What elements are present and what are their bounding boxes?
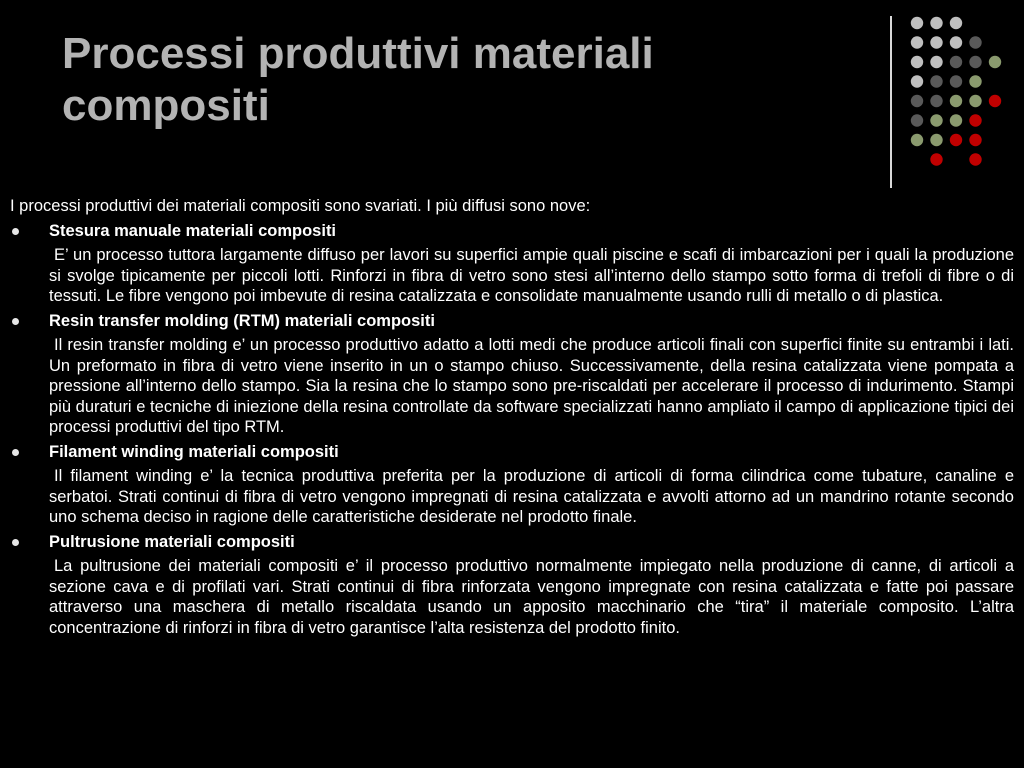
bullet-heading-text: Stesura manuale materiali compositi	[49, 221, 337, 240]
decorative-dot	[950, 134, 962, 146]
decorative-dot	[969, 95, 981, 107]
bullet-heading	[10, 442, 1014, 463]
bullet-heading	[10, 532, 1014, 553]
bullet-item	[10, 311, 1014, 438]
bullet-dot-icon	[12, 449, 19, 456]
decorative-dot	[950, 95, 962, 107]
decorative-dot	[911, 95, 923, 107]
decorative-dot	[969, 134, 981, 146]
bullet-heading	[10, 311, 1014, 332]
bullet-heading-text: Resin transfer molding (RTM) materiali compositi	[49, 311, 435, 330]
bullet-heading-text: Pultrusione materiali compositi	[49, 532, 295, 551]
slide-title: Processi produttivi materiali compositi	[62, 29, 654, 130]
bullet-heading	[10, 221, 1014, 242]
slide-body	[10, 196, 1014, 642]
decorative-dot	[930, 56, 942, 68]
decorative-dot	[930, 75, 942, 87]
intro-text: I processi produttivi dei materiali compositi sono svariati. I più diffusi sono nove:	[10, 197, 591, 215]
decorative-dot	[950, 75, 962, 87]
decorative-dot	[989, 95, 1001, 107]
bullet-description: La pultrusione dei materiali compositi e’ il processo produttivo normalmente impiegato nella produzione di canne, di articoli a sezione cava e di profilati vari. Strati continui di fibra rinforzata vengono impregnate con resina catalizzata e fatte poi passare attraverso una maschera di metallo riscaldata usando un apposito macchinario che “tira” il materiale composito. L’altra concentrazione di rinforzi in fibra di vetro garantisce l’alta resistenza del prodotto finito.	[49, 557, 1014, 637]
decorative-dot	[911, 75, 923, 87]
decorative-dot	[930, 134, 942, 146]
decorative-dot	[930, 17, 942, 29]
decorative-dot	[911, 114, 923, 126]
decorative-dot	[930, 153, 942, 165]
decorative-dot	[911, 134, 923, 146]
bullet-description: E’ un processo tuttora largamente diffuso per lavori su superfici ampie quali piscine e scafi di imbarcazioni per i quali la produzione si svolge tipicamente per piccoli lotti. Rinforzi in fibra di vetro sono stesi all’interno dello stampo sotto forma di trefoli di fibre o di tessuti. Le fibre vengono poi imbevute di resina catalizzata e consolidate manualmente usando rulli di metallo o di plastica.	[49, 246, 1014, 305]
decorative-dot	[950, 17, 962, 29]
bullet-heading-text: Filament winding materiali compositi	[49, 442, 339, 461]
bullet-item	[10, 442, 1014, 528]
decorative-dot	[911, 17, 923, 29]
bullet-item	[10, 532, 1014, 639]
decorative-dot	[930, 114, 942, 126]
decorative-dot	[911, 56, 923, 68]
decorative-dot	[969, 36, 981, 48]
decorative-dot	[969, 153, 981, 165]
decorative-dot	[950, 36, 962, 48]
decorative-dot	[989, 56, 1001, 68]
decorative-dot	[969, 75, 981, 87]
decorative-dot	[950, 56, 962, 68]
decorative-dot-grid	[910, 16, 1010, 166]
decorative-dot	[950, 114, 962, 126]
bullet-description: Il resin transfer molding e’ un processo produttivo adatto a lotti medi che produce articoli finali con superfici finite su entrambi i lati. Un preformato in fibra di vetro viene inserito in un o stampo chiuso. Successivamente, della resina catalizzata viene pompata a pressione all’interno dello stampo. Sia la resina che lo stampo sono pre-riscaldati per accelerare il processo di indurimento. Stampi più duraturi e tecniche di iniezione della resina controllate da software specializzati hanno ampliato il campo di applicazione tipici dei processi produttivi del tipo RTM.	[49, 336, 1014, 436]
bullet-dot-icon	[12, 539, 19, 546]
bullet-dot-icon	[12, 228, 19, 235]
decorative-dot	[969, 56, 981, 68]
bullet-description: Il filament winding e’ la tecnica produttiva preferita per la produzione di articoli di forma cilindrica come tubature, canaline e serbatoi. Strati continui di fibra di vetro vengono impregnati di resina catalizzata e avvolti attorno ad un mandrino rotante secondo uno schema deciso in ragione delle caratteristiche desiderate nel prodotto finale.	[49, 467, 1014, 526]
bullet-item	[10, 221, 1014, 307]
decorative-dot	[911, 36, 923, 48]
bullet-dot-icon	[12, 318, 19, 325]
decorative-dot	[930, 36, 942, 48]
title-divider	[890, 16, 892, 188]
decorative-dot	[969, 114, 981, 126]
decorative-dot	[930, 95, 942, 107]
